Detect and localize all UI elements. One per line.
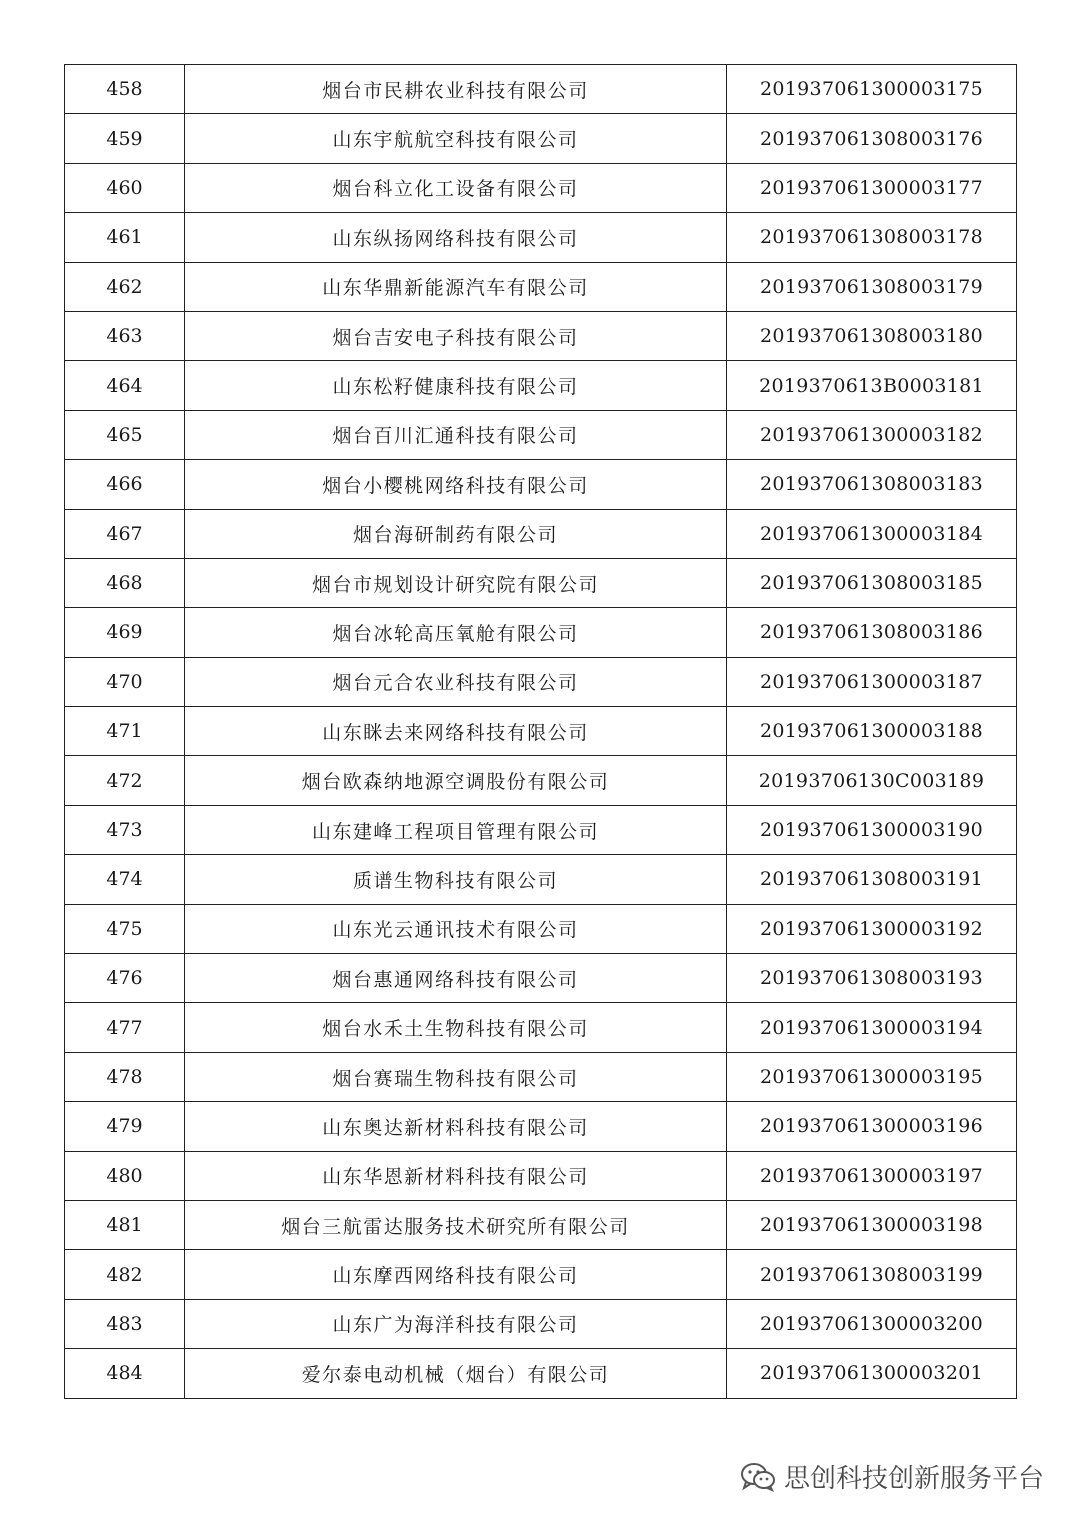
registration-code: 201937061300003201: [727, 1349, 1017, 1398]
table-row: [65, 1102, 1017, 1151]
registration-code: 201937061300003194: [727, 1003, 1017, 1052]
registration-code: 201937061308003178: [727, 213, 1017, 262]
table-row: [65, 805, 1017, 854]
row-number: 484: [65, 1349, 185, 1398]
registration-code: 201937061308003180: [727, 311, 1017, 360]
row-number: 468: [65, 558, 185, 607]
company-name: 山东眯去来网络科技有限公司: [185, 707, 727, 756]
registration-code: 201937061300003192: [727, 904, 1017, 953]
row-number: 481: [65, 1200, 185, 1249]
watermark: [740, 1458, 1044, 1495]
table-row: [65, 1003, 1017, 1052]
table-row: [65, 608, 1017, 657]
registration-code: 201937061300003200: [727, 1299, 1017, 1348]
table-row: [65, 311, 1017, 360]
row-number: 480: [65, 1151, 185, 1200]
registration-code: 201937061308003193: [727, 954, 1017, 1003]
row-number: 470: [65, 657, 185, 706]
registration-code: 20193706130C003189: [727, 756, 1017, 805]
registration-code: 201937061300003187: [727, 657, 1017, 706]
table-row: [65, 1349, 1017, 1398]
registration-code: 201937061308003186: [727, 608, 1017, 657]
table-row: [65, 262, 1017, 311]
row-number: 472: [65, 756, 185, 805]
row-number: 463: [65, 311, 185, 360]
company-name: 山东光云通讯技术有限公司: [185, 904, 727, 953]
row-number: 467: [65, 509, 185, 558]
table-row: [65, 460, 1017, 509]
company-name: 烟台海研制药有限公司: [185, 509, 727, 558]
row-number: 469: [65, 608, 185, 657]
registration-code: 2019370613B0003181: [727, 361, 1017, 410]
row-number: 460: [65, 163, 185, 212]
row-number: 477: [65, 1003, 185, 1052]
company-name: 山东华恩新材料科技有限公司: [185, 1151, 727, 1200]
table-row: [65, 509, 1017, 558]
company-name: 爱尔泰电动机械（烟台）有限公司: [185, 1349, 727, 1398]
company-name: 山东华鼎新能源汽车有限公司: [185, 262, 727, 311]
table-row: [65, 558, 1017, 607]
registration-code: 201937061308003176: [727, 114, 1017, 163]
table-row: [65, 361, 1017, 410]
row-number: 459: [65, 114, 185, 163]
table-row: [65, 954, 1017, 1003]
company-name: 山东松籽健康科技有限公司: [185, 361, 727, 410]
company-name: 烟台小樱桃网络科技有限公司: [185, 460, 727, 509]
registration-code: 201937061300003175: [727, 65, 1017, 114]
table-row: [65, 1151, 1017, 1200]
row-number: 479: [65, 1102, 185, 1151]
registration-code: 201937061300003182: [727, 410, 1017, 459]
row-number: 466: [65, 460, 185, 509]
row-number: 478: [65, 1052, 185, 1101]
company-name: 烟台市民耕农业科技有限公司: [185, 65, 727, 114]
table-row: [65, 410, 1017, 459]
row-number: 465: [65, 410, 185, 459]
company-name: 烟台欧森纳地源空调股份有限公司: [185, 756, 727, 805]
table-row: [65, 114, 1017, 163]
table-row: [65, 1200, 1017, 1249]
table-row: [65, 213, 1017, 262]
company-list-table: [64, 64, 1017, 1399]
table-row: [65, 163, 1017, 212]
table-row: [65, 707, 1017, 756]
company-name: 山东宇航航空科技有限公司: [185, 114, 727, 163]
registration-code: 201937061308003199: [727, 1250, 1017, 1299]
company-name: 质谱生物科技有限公司: [185, 855, 727, 904]
table-row: [65, 1052, 1017, 1101]
company-name: 烟台冰轮高压氧舱有限公司: [185, 608, 727, 657]
row-number: 464: [65, 361, 185, 410]
company-name: 山东奥达新材料科技有限公司: [185, 1102, 727, 1151]
company-name: 烟台百川汇通科技有限公司: [185, 410, 727, 459]
row-number: 475: [65, 904, 185, 953]
company-name: 烟台惠通网络科技有限公司: [185, 954, 727, 1003]
row-number: 458: [65, 65, 185, 114]
registration-code: 201937061308003191: [727, 855, 1017, 904]
registration-code: 201937061300003198: [727, 1200, 1017, 1249]
registration-code: 201937061308003185: [727, 558, 1017, 607]
row-number: 471: [65, 707, 185, 756]
row-number: 474: [65, 855, 185, 904]
table-row: [65, 1299, 1017, 1348]
wechat-icon: [740, 1462, 776, 1492]
table-row: [65, 756, 1017, 805]
company-name: 烟台吉安电子科技有限公司: [185, 311, 727, 360]
row-number: 462: [65, 262, 185, 311]
company-name: 烟台元合农业科技有限公司: [185, 657, 727, 706]
row-number: 476: [65, 954, 185, 1003]
row-number: 473: [65, 805, 185, 854]
registration-code: 201937061300003195: [727, 1052, 1017, 1101]
registration-code: 201937061308003183: [727, 460, 1017, 509]
company-name: 烟台科立化工设备有限公司: [185, 163, 727, 212]
table-row: [65, 657, 1017, 706]
company-name: 烟台三航雷达服务技术研究所有限公司: [185, 1200, 727, 1249]
company-name: 烟台水禾土生物科技有限公司: [185, 1003, 727, 1052]
company-name: 山东广为海洋科技有限公司: [185, 1299, 727, 1348]
table-row: [65, 65, 1017, 114]
registration-code: 201937061308003179: [727, 262, 1017, 311]
registration-code: 201937061300003196: [727, 1102, 1017, 1151]
registration-code: 201937061300003177: [727, 163, 1017, 212]
registration-code: 201937061300003197: [727, 1151, 1017, 1200]
company-name: 山东建峰工程项目管理有限公司: [185, 805, 727, 854]
row-number: 461: [65, 213, 185, 262]
company-name: 山东纵扬网络科技有限公司: [185, 213, 727, 262]
company-name: 山东摩西网络科技有限公司: [185, 1250, 727, 1299]
table-row: [65, 855, 1017, 904]
registration-code: 201937061300003190: [727, 805, 1017, 854]
row-number: 483: [65, 1299, 185, 1348]
table-row: [65, 1250, 1017, 1299]
company-name: 烟台市规划设计研究院有限公司: [185, 558, 727, 607]
table-row: [65, 904, 1017, 953]
watermark-text: 思创科技创新服务平台: [783, 1464, 1044, 1494]
table-body: [65, 65, 1017, 1399]
registration-code: 201937061300003184: [727, 509, 1017, 558]
company-name: 烟台赛瑞生物科技有限公司: [185, 1052, 727, 1101]
row-number: 482: [65, 1250, 185, 1299]
registration-code: 201937061300003188: [727, 707, 1017, 756]
